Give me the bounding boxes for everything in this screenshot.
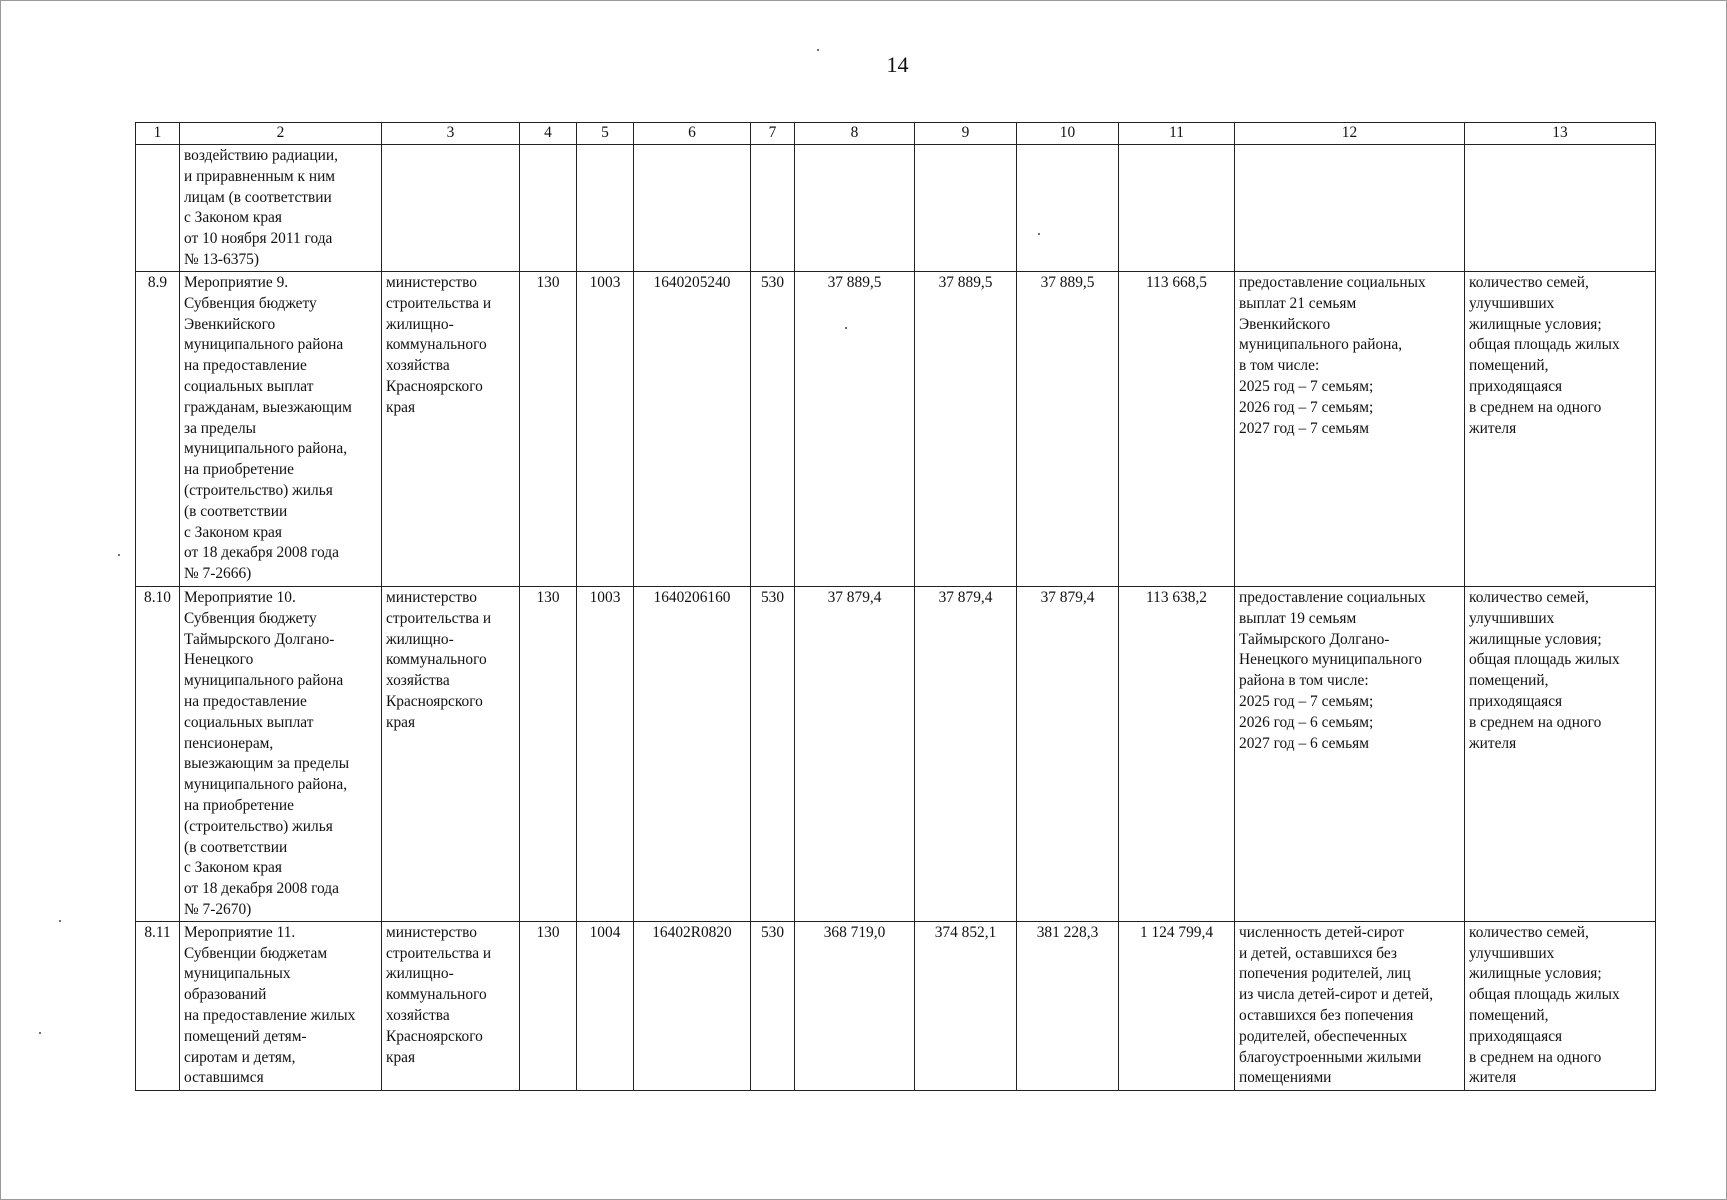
expense-type-code xyxy=(751,145,795,272)
target-article-code: 16402R0820 xyxy=(634,921,751,1090)
grbs-code: 130 xyxy=(520,272,577,587)
table-row xyxy=(136,921,1656,1090)
amount-cell xyxy=(915,145,1017,272)
column-header: 11 xyxy=(1119,123,1235,145)
table-row xyxy=(136,272,1656,587)
expected-result: предоставление социальных выплат 19 семьям Таймырского Долгано- Ненецкого муниципального района в том числе: 2025 год – 7 семьям; 2026 год – 6 семьям; 2027 год – 6 семьям xyxy=(1235,587,1465,922)
amount-cell: 368 719,0 xyxy=(795,921,915,1090)
activity-name: воздействию радиации, и приравненным к ним лицам (в соответствии с Законом края от 10 ноября 2011 года № 13-6375) xyxy=(180,145,382,272)
expense-type-code: 530 xyxy=(751,921,795,1090)
total-amount-cell xyxy=(1119,145,1235,272)
column-header: 12 xyxy=(1235,123,1465,145)
expected-result: предоставление социальных выплат 21 семьям Эвенкийского муниципального района, в том числе: 2025 год – 7 семьям; 2026 год – 7 семьям; 2027 год – 7 семьям xyxy=(1235,272,1465,587)
amount-cell: 381 228,3 xyxy=(1017,921,1119,1090)
total-amount-cell: 113 638,2 xyxy=(1119,587,1235,922)
column-header: 5 xyxy=(577,123,634,145)
program-activities-table xyxy=(135,122,1656,1091)
indicator-description: количество семей, улучшивших жилищные условия; общая площадь жилых помещений, приходящаяся в среднем на одного жителя xyxy=(1465,272,1656,587)
column-header: 8 xyxy=(795,123,915,145)
table-header-row xyxy=(136,123,1656,145)
expense-type-code: 530 xyxy=(751,587,795,922)
responsible-executor: министерство строительства и жилищно- коммунального хозяйства Красноярского края xyxy=(382,272,520,587)
row-number: 8.10 xyxy=(136,587,180,922)
target-article-code: 1640206160 xyxy=(634,587,751,922)
indicator-description: количество семей, улучшивших жилищные условия; общая площадь жилых помещений, приходящаяся в среднем на одного жителя xyxy=(1465,921,1656,1090)
grbs-code: 130 xyxy=(520,921,577,1090)
column-header: 2 xyxy=(180,123,382,145)
amount-cell: 37 889,5 xyxy=(915,272,1017,587)
target-article-code: 1640205240 xyxy=(634,272,751,587)
amount-cell: 37 889,5 xyxy=(1017,272,1119,587)
column-header: 4 xyxy=(520,123,577,145)
grbs-code xyxy=(520,145,577,272)
row-number xyxy=(136,145,180,272)
expense-type-code: 530 xyxy=(751,272,795,587)
column-header: 3 xyxy=(382,123,520,145)
responsible-executor: министерство строительства и жилищно- коммунального хозяйства Красноярского края xyxy=(382,921,520,1090)
row-number: 8.11 xyxy=(136,921,180,1090)
column-header: 1 xyxy=(136,123,180,145)
table-row xyxy=(136,587,1656,922)
column-header: 7 xyxy=(751,123,795,145)
row-number: 8.9 xyxy=(136,272,180,587)
total-amount-cell: 113 668,5 xyxy=(1119,272,1235,587)
expected-result xyxy=(1235,145,1465,272)
column-header: 10 xyxy=(1017,123,1119,145)
amount-cell: 37 879,4 xyxy=(1017,587,1119,922)
scan-speck xyxy=(39,1032,41,1034)
activity-name: Мероприятие 9. Субвенция бюджету Эвенкийского муниципального района на предоставление социальных выплат гражданам, выезжающим за пределы муниципального района, на приобретение (строительство) жилья (в соответствии с Законом края от 18 декабря 2008 года № 7-2666) xyxy=(180,272,382,587)
grbs-code: 130 xyxy=(520,587,577,922)
responsible-executor: министерство строительства и жилищно- коммунального хозяйства Красноярского края xyxy=(382,587,520,922)
amount-cell xyxy=(1017,145,1119,272)
section-code xyxy=(577,145,634,272)
amount-cell xyxy=(795,145,915,272)
section-code: 1003 xyxy=(577,587,634,922)
responsible-executor xyxy=(382,145,520,272)
section-code: 1004 xyxy=(577,921,634,1090)
amount-cell: 374 852,1 xyxy=(915,921,1017,1090)
section-code: 1003 xyxy=(577,272,634,587)
activity-name: Мероприятие 10. Субвенция бюджету Таймырского Долгано- Ненецкого муниципального района на предоставление социальных выплат пенсионерам, выезжающим за пределы муниципального района, на приобретение (строительство) жилья (в соответствии с Законом края от 18 декабря 2008 года № 7-2670) xyxy=(180,587,382,922)
indicator-description xyxy=(1465,145,1656,272)
target-article-code xyxy=(634,145,751,272)
column-header: 9 xyxy=(915,123,1017,145)
amount-cell: 37 879,4 xyxy=(795,587,915,922)
column-header: 13 xyxy=(1465,123,1656,145)
column-header: 6 xyxy=(634,123,751,145)
amount-cell: 37 889,5 xyxy=(795,272,915,587)
activity-name: Мероприятие 11. Субвенции бюджетам муниципальных образований на предоставление жилых помещений детям- сиротам и детям, оставшимся xyxy=(180,921,382,1090)
scan-speck xyxy=(59,920,61,922)
page-number: 14 xyxy=(886,52,909,77)
amount-cell: 37 879,4 xyxy=(915,587,1017,922)
expected-result: численность детей-сирот и детей, оставшихся без попечения родителей, лиц из числа детей-сирот и детей, оставшихся без попечения родителей, обеспеченных благоустроенными жилыми помещениями xyxy=(1235,921,1465,1090)
table-row xyxy=(136,145,1656,272)
total-amount-cell: 1 124 799,4 xyxy=(1119,921,1235,1090)
scan-speck xyxy=(817,49,819,51)
indicator-description: количество семей, улучшивших жилищные условия; общая площадь жилых помещений, приходящаяся в среднем на одного жителя xyxy=(1465,587,1656,922)
scan-speck xyxy=(118,554,120,556)
